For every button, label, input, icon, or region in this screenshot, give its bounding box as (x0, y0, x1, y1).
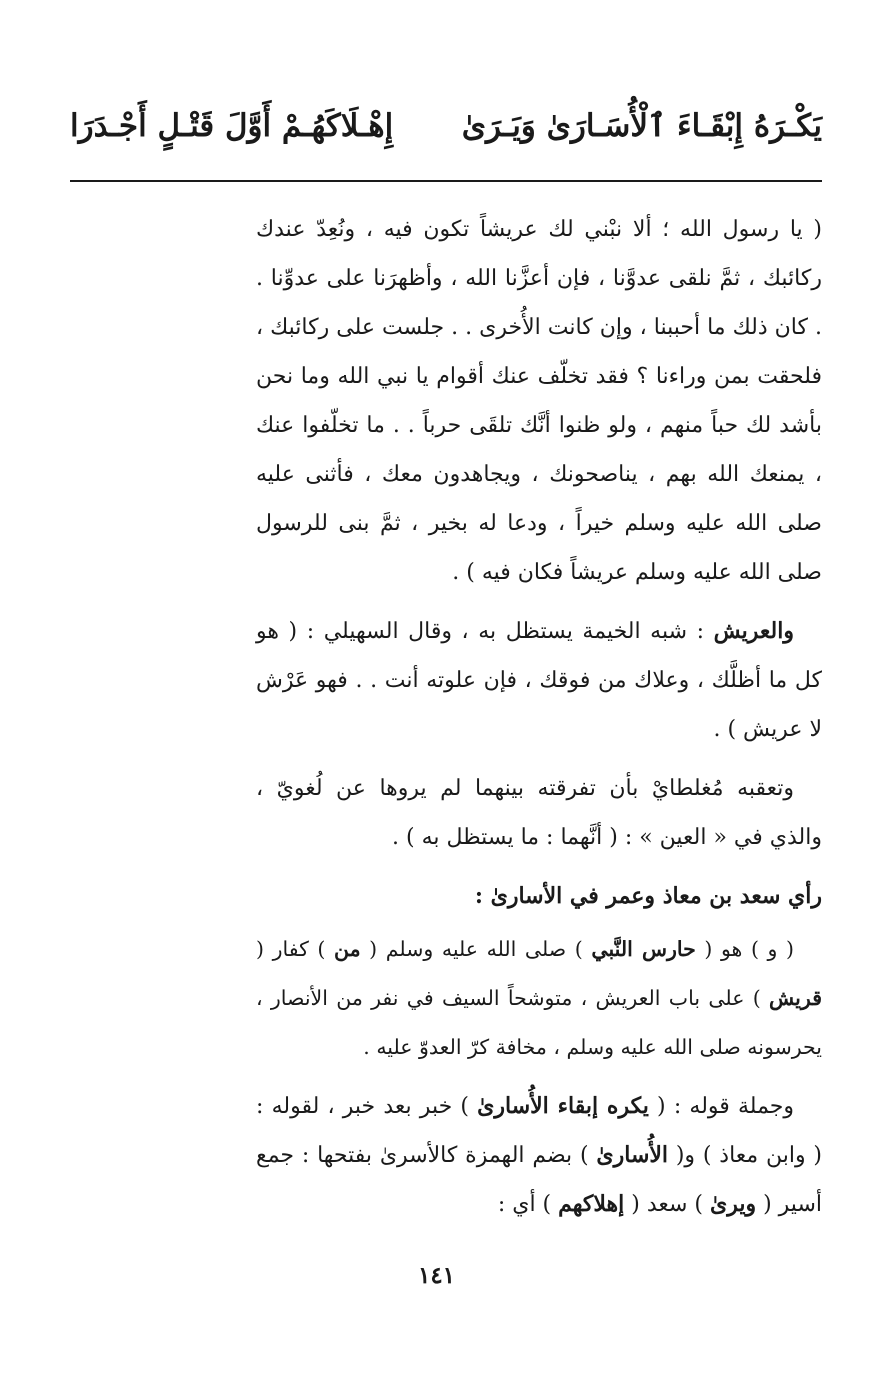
matn-usara: الأُسارىٰ (596, 1142, 669, 1168)
paragraph-arish-text: : شبه الخيمة يستظل به ، وقال السهيلي : ( هو كل ما أظلَّك ، وعلاك من فوقك ، فإن علوته أنت . . فهو عَرْش لا عريش ) . (256, 619, 822, 742)
matn-ihlakahum: إهلاكهم (558, 1191, 625, 1217)
paragraph-guard: ( و ) هو ( حارس النَّبي ) صلى الله عليه وسلم ( من ) كفار ( قريش ) على باب العريش ، متوشحاً السيف في نفر من الأنصار ، يحرسونه صلى الله عليه وسلم ، مخافة كرّ العدوّ عليه . (256, 937, 822, 1059)
matn-yakrahu: يكره إبقاء الأُسارىٰ (477, 1093, 649, 1119)
paragraph-grammar: وجملة قوله : ( يكره إبقاء الأُسارىٰ ) خبر بعد خبر ، لقوله : ( وابن معاذ ) و( الأُسارىٰ ) بضم الهمزة كالأسرىٰ بفتحها : جمع أسير ( ويرىٰ ) سعد ( إهلاكهم ) أي : (256, 1093, 823, 1217)
verse-second-hemistich: إِهْـلَاكَهُـمْ أَوَّلَ قَتْـلٍ أَجْـدَرَا (70, 108, 394, 144)
matn-yara: ويرىٰ (709, 1191, 757, 1217)
verse-header (70, 96, 822, 156)
term-arish: والعريش (713, 618, 794, 644)
paragraph-quote: ( يا رسول الله ؛ ألا نبْني لك عريشاً تكون فيه ، ونُعِدّ عندك ركائبك ، ثمَّ نلقى عدوَّنا ، فإن أعزَّنا الله ، وأظهرَنا على عدوِّنا . . كان ذلك ما أحببنا ، وإن كانت الأُخرى . . جلست على ركائبك ، فلحقت بمن وراءنا ؟ فقد تخلّف عنك أقوام يا نبي الله وما نحن بأشد لك حباً منهم ، ولو ظنوا أنَّك تلقَى حرباً . . ما تخلّفوا عنك ، يمنعك الله بهم ، يناصحونك ، ويجاهدون معك ، فأثنى عليه صلى الله عليه وسلم خيراً ، ودعا له بخير ، ثمَّ بنى للرسول صلى الله عليه وسلم عريشاً فكان فيه ) . (256, 217, 822, 585)
matn-quraysh: قريش (769, 986, 822, 1010)
paragraph-arish (256, 607, 822, 754)
page-number: ١٤١ (417, 1262, 456, 1289)
section-heading: رأي سعد بن معاذ وعمر في الأسارىٰ : (474, 883, 822, 909)
matn-guard: حارس النَّبي (591, 937, 696, 961)
verse-first-hemistich: يَكْـرَهُ إِبْقَـاءَ ٱلْأُسَـارَىٰ وَيَـرَىٰ (461, 108, 822, 144)
header-divider (70, 180, 822, 182)
matn-min: من (334, 937, 361, 961)
paragraph-mughlatay: وتعقبه مُغلطايْ بأن تفرقته بينهما لم يروها عن لُغويّ ، والذي في « العين » : ( أنَّهما : ما يستظل به ) . (256, 776, 822, 850)
commentary-body (256, 205, 822, 1239)
